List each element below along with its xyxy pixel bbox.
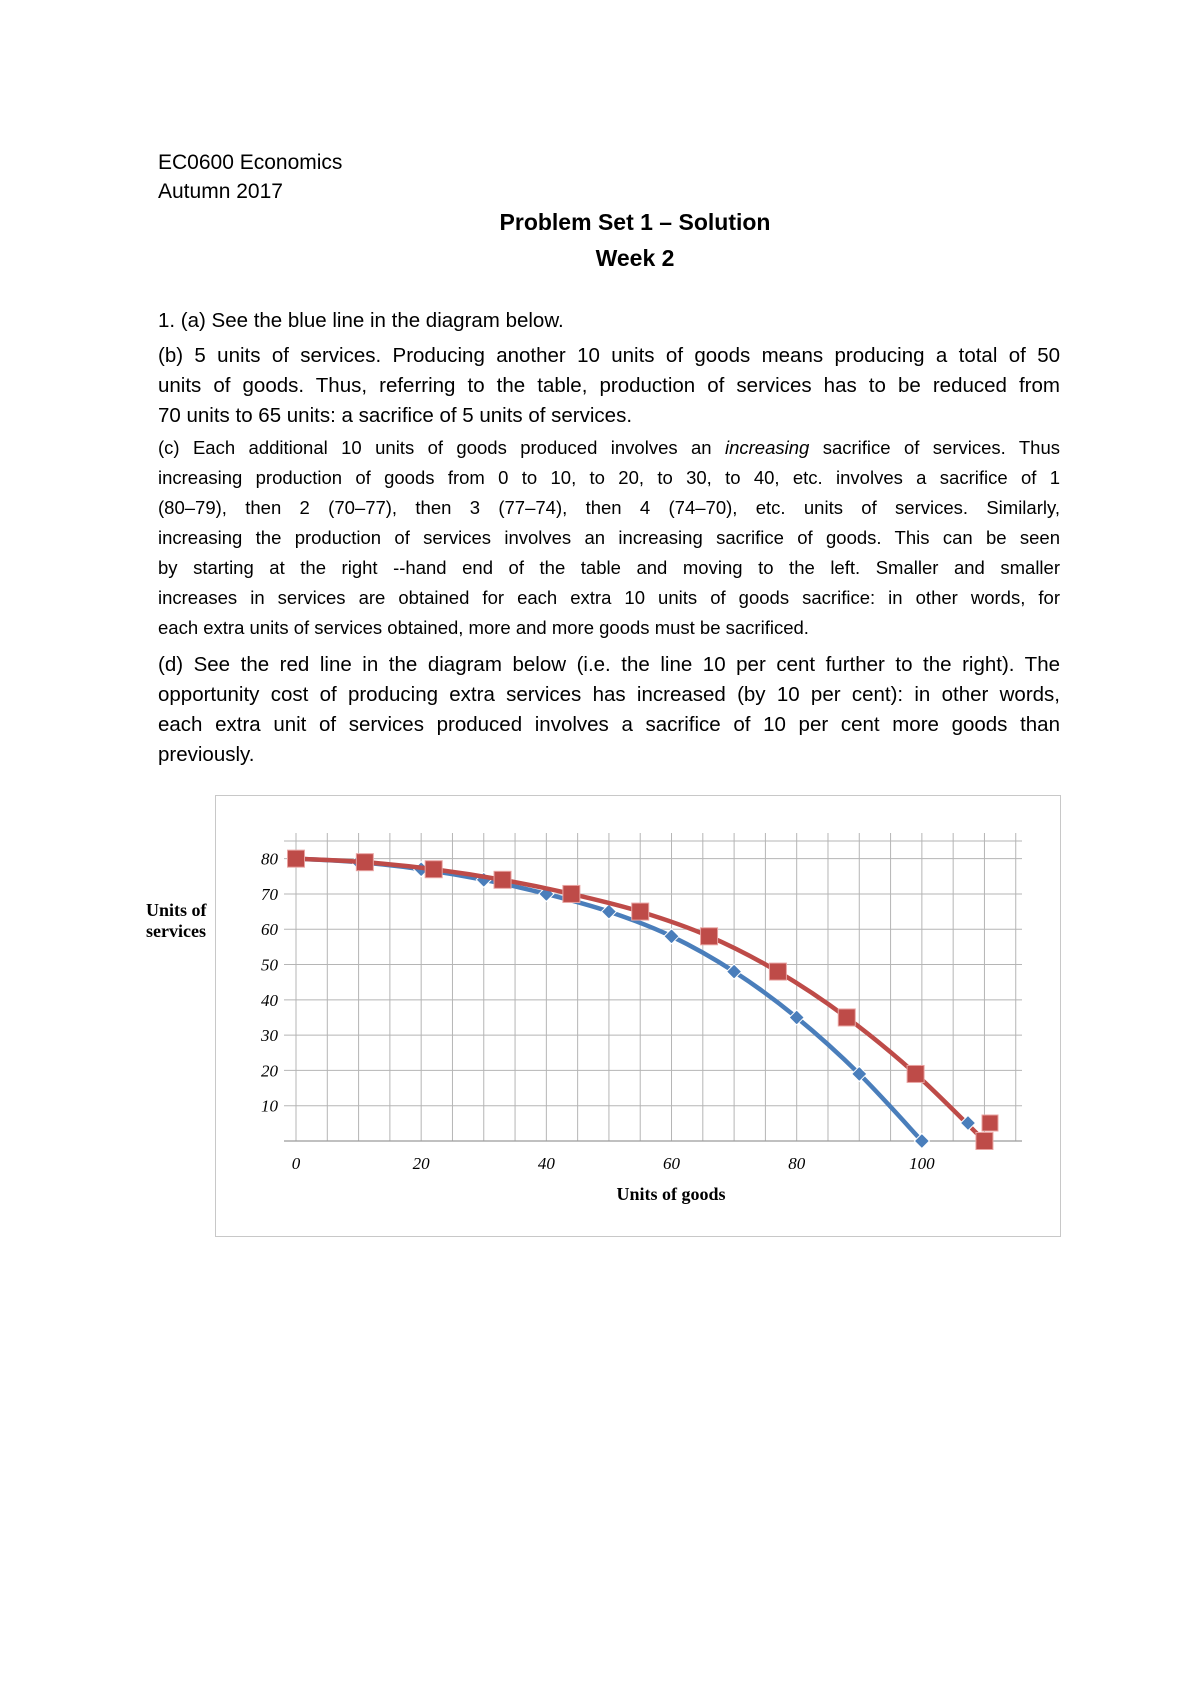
- series-2-point-square: [976, 1133, 993, 1150]
- y-tick-label: 80: [261, 849, 278, 869]
- y-axis-label-line-2: services: [146, 921, 206, 941]
- answer-d-line-2: opportunity cost of producing extra services has increased (by 10 per cent): in other words,: [158, 683, 1060, 706]
- answer-c-emphasis: increasing: [725, 437, 810, 458]
- x-tick-label: 60: [663, 1154, 681, 1173]
- answer-c-line-1: [158, 433, 1060, 463]
- chart-legend: [961, 1115, 999, 1131]
- x-tick-label: 100: [909, 1154, 935, 1173]
- y-tick-label: 40: [261, 990, 278, 1010]
- answer-b-line-3: 70 units to 65 units: a sacrifice of 5 units of services.: [158, 404, 633, 427]
- page-title: Problem Set 1 – Solution: [499, 209, 771, 235]
- y-axis-label-line-1: Units of: [146, 900, 207, 920]
- answer-d-line-3: each extra unit of services produced involves a sacrifice of 10 per cent more goods than: [158, 713, 1060, 736]
- series-2-point-square: [425, 861, 442, 878]
- series-2-point-square: [632, 903, 649, 920]
- answer-c-line-3: (80–79), then 2 (70–77), then 3 (77–74), then 4 (74–70), etc. units of services. Similarly,: [158, 497, 1060, 518]
- ppc-chart: [146, 796, 1062, 1238]
- x-tick-label: 80: [788, 1154, 806, 1173]
- y-tick-label: 60: [261, 920, 278, 940]
- x-tick-label: 20: [412, 1154, 430, 1173]
- answer-b-line-2: units of goods. Thus, referring to the table, production of services has to be reduced from: [158, 374, 1060, 397]
- page-subtitle-week: Week 2: [595, 245, 675, 271]
- series-2-point-square: [356, 854, 373, 871]
- y-tick-label: 50: [261, 955, 278, 975]
- series-2-point-square: [907, 1065, 924, 1082]
- series-2-point-square: [769, 963, 786, 980]
- y-tick-label: 10: [261, 1096, 278, 1116]
- answer-c-line-5: by starting at the right --hand end of the table and moving to the left. Smaller and smaller: [158, 557, 1060, 578]
- answer-c-line-4: increasing the production of services involves an increasing sacrifice of goods. This can be seen: [158, 527, 1060, 548]
- answer-d-line-1: (d) See the red line in the diagram below (i.e. the line 10 per cent further to the right). The: [158, 653, 1060, 676]
- series-2-point-square: [288, 850, 305, 867]
- answer-b-line-1: (b) 5 units of services. Producing another 10 units of goods means producing a total of 50: [158, 344, 1060, 367]
- answer-a: [158, 306, 1060, 336]
- answer-c: [158, 433, 1060, 643]
- course-name: EC0600 Economics: [158, 151, 343, 174]
- series-2-point-square: [494, 871, 511, 888]
- answer-c-line-6: increases in services are obtained for each extra 10 units of goods sacrifice: in other words, for: [158, 587, 1060, 608]
- answer-c-line-1-start: (c) Each additional 10 units of goods produced involves an: [158, 437, 725, 458]
- y-tick-label: 30: [261, 1026, 278, 1046]
- answer-c-line-7: each extra units of services obtained, more and more goods must be sacrificed.: [158, 617, 809, 638]
- legend-marker-square: [982, 1115, 998, 1131]
- x-axis-label: Units of goods: [616, 1184, 726, 1204]
- ppc-chart-frame: [146, 795, 1061, 1237]
- y-tick-label: 70: [261, 884, 278, 904]
- answer-c-line-2: increasing production of goods from 0 to 10, to 20, to 30, to 40, etc. involves a sacrifice of 1: [158, 467, 1060, 488]
- term-label: Autumn 2017: [158, 180, 283, 203]
- answer-a-line: 1. (a) See the blue line in the diagram below.: [158, 309, 564, 332]
- answer-d-line-4: previously.: [158, 743, 255, 766]
- series-1-point-diamond: [664, 929, 679, 944]
- series-2-point-square: [701, 928, 718, 945]
- series-2-point-square: [838, 1009, 855, 1026]
- x-tick-label: 40: [537, 1154, 555, 1173]
- series-2-point-square: [563, 885, 580, 902]
- chart-grid: [284, 833, 1022, 1141]
- answer-b: [158, 341, 1060, 431]
- y-tick-label: 20: [261, 1061, 278, 1081]
- answer-d: [158, 650, 1060, 770]
- x-tick-label: 0: [291, 1154, 301, 1173]
- answer-c-line-1-end: sacrifice of services. Thus: [809, 437, 1060, 458]
